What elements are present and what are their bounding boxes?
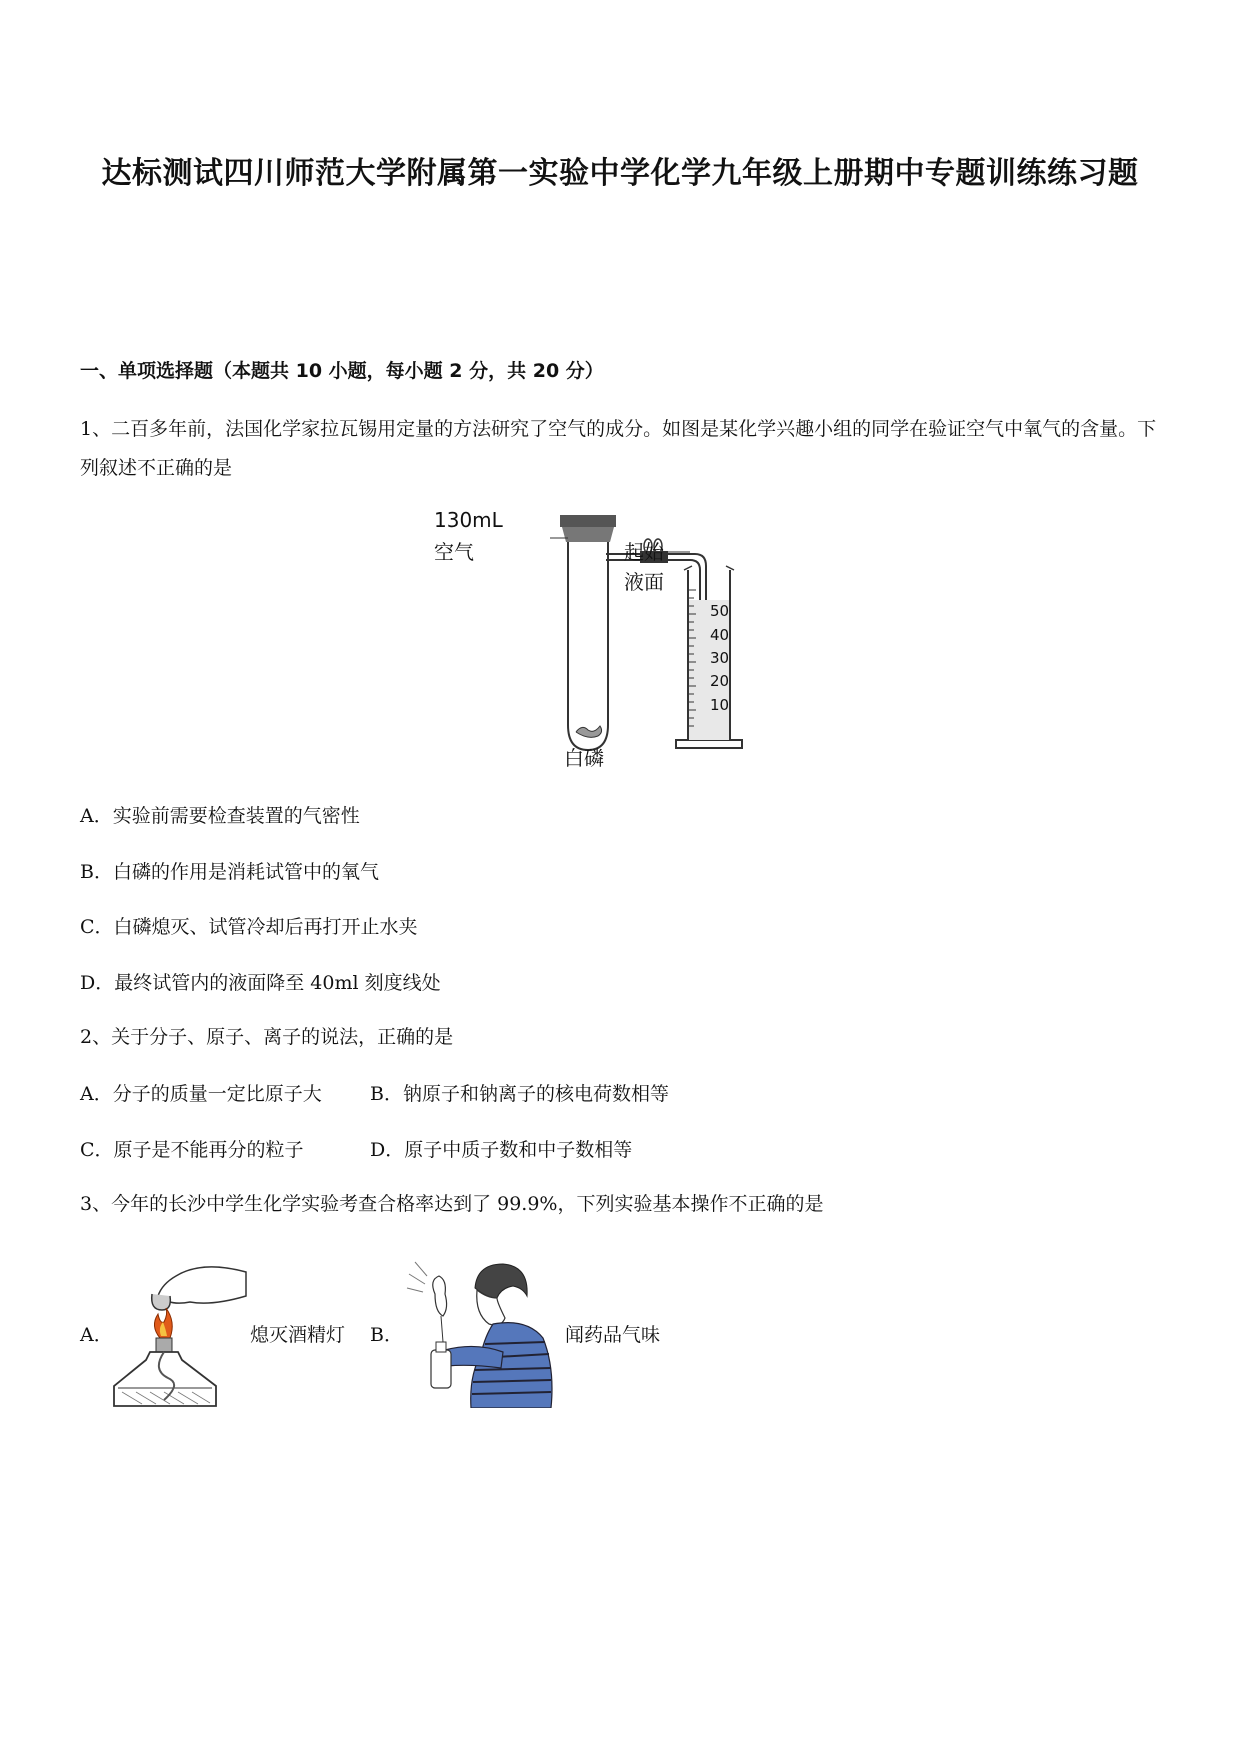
q2-option-b: B．钠原子和钠离子的核电荷数相等 (370, 1083, 669, 1105)
stopper-top (560, 515, 616, 527)
q2-option-a: A．分子的质量一定比原子大 (80, 1083, 322, 1105)
scale-40: 40 (710, 626, 730, 644)
reagent-bottle (431, 1350, 451, 1388)
q1-option-b: B．白磷的作用是消耗试管中的氧气 (80, 861, 379, 883)
question-1-stem: 1、二百多年前，法国化学家拉瓦锡用定量的方法研究了空气的成分。如图是某化学兴趣小组的同学在验证空气中氧气的含量。下列叙述不正确的是 (80, 418, 1157, 479)
cylinder-base (676, 740, 742, 748)
air-label: 空气 (434, 540, 474, 564)
q3-option-a-letter: A． (80, 1324, 113, 1346)
scale-30: 30 (710, 649, 730, 667)
q2-option-d: D．原子中质子数和中子数相等 (370, 1139, 633, 1161)
wick-holder (156, 1338, 172, 1352)
q1-option-a: A．实验前需要检查装置的气密性 (80, 805, 360, 827)
water (689, 600, 729, 740)
page-title: 达标测试四川师范大学附属第一实验中学化学九年级上册期中专题训练练习题 (101, 156, 1139, 191)
white-phosphorus (576, 726, 602, 737)
air-volume-label: 130mL (434, 508, 503, 532)
q1-option-c: C．白磷熄灭、试管冷却后再打开止水夹 (80, 916, 418, 938)
alcohol-lamp-drawing (112, 1260, 250, 1412)
q3-option-b-caption: 闻药品气味 (565, 1324, 661, 1346)
figure-extinguish-alcohol-lamp (112, 1260, 250, 1412)
lamp-cap (152, 1294, 171, 1310)
white-phosphorus-label: 白磷 (564, 746, 604, 770)
smell-chemical-drawing (405, 1258, 560, 1408)
motion-lines (407, 1262, 427, 1292)
stopper-body (562, 527, 614, 542)
initial-level-label-1: 起始 (624, 540, 664, 564)
question-3-stem: 3、今年的长沙中学生化学实验考查合格率达到了 99.9%，下列实验基本操作不正确的是 (80, 1193, 824, 1215)
question-2-stem: 2、关于分子、原子、离子的说法，正确的是 (80, 1026, 454, 1048)
section-heading: 一、单项选择题（本题共 10 小题，每小题 2 分，共 20 分） (80, 360, 604, 382)
fanning-hand (433, 1276, 447, 1316)
scale-20: 20 (710, 672, 730, 690)
q2-option-c: C．原子是不能再分的粒子 (80, 1139, 304, 1161)
scale-50: 50 (710, 602, 730, 620)
figure-smell-chemical (405, 1258, 560, 1408)
q3-option-a-caption: 熄灭酒精灯 (250, 1324, 346, 1346)
arm (445, 1346, 503, 1368)
scale-10: 10 (710, 696, 730, 714)
hand (158, 1267, 246, 1303)
test-tube (568, 542, 608, 750)
figure-oxygen-content-apparatus (434, 508, 770, 770)
q1-option-d: D．最终试管内的液面降至 40ml 刻度线处 (80, 972, 441, 994)
hair (475, 1264, 527, 1298)
q3-option-b-letter: B． (370, 1324, 403, 1346)
initial-level-label-2: 液面 (624, 570, 664, 594)
